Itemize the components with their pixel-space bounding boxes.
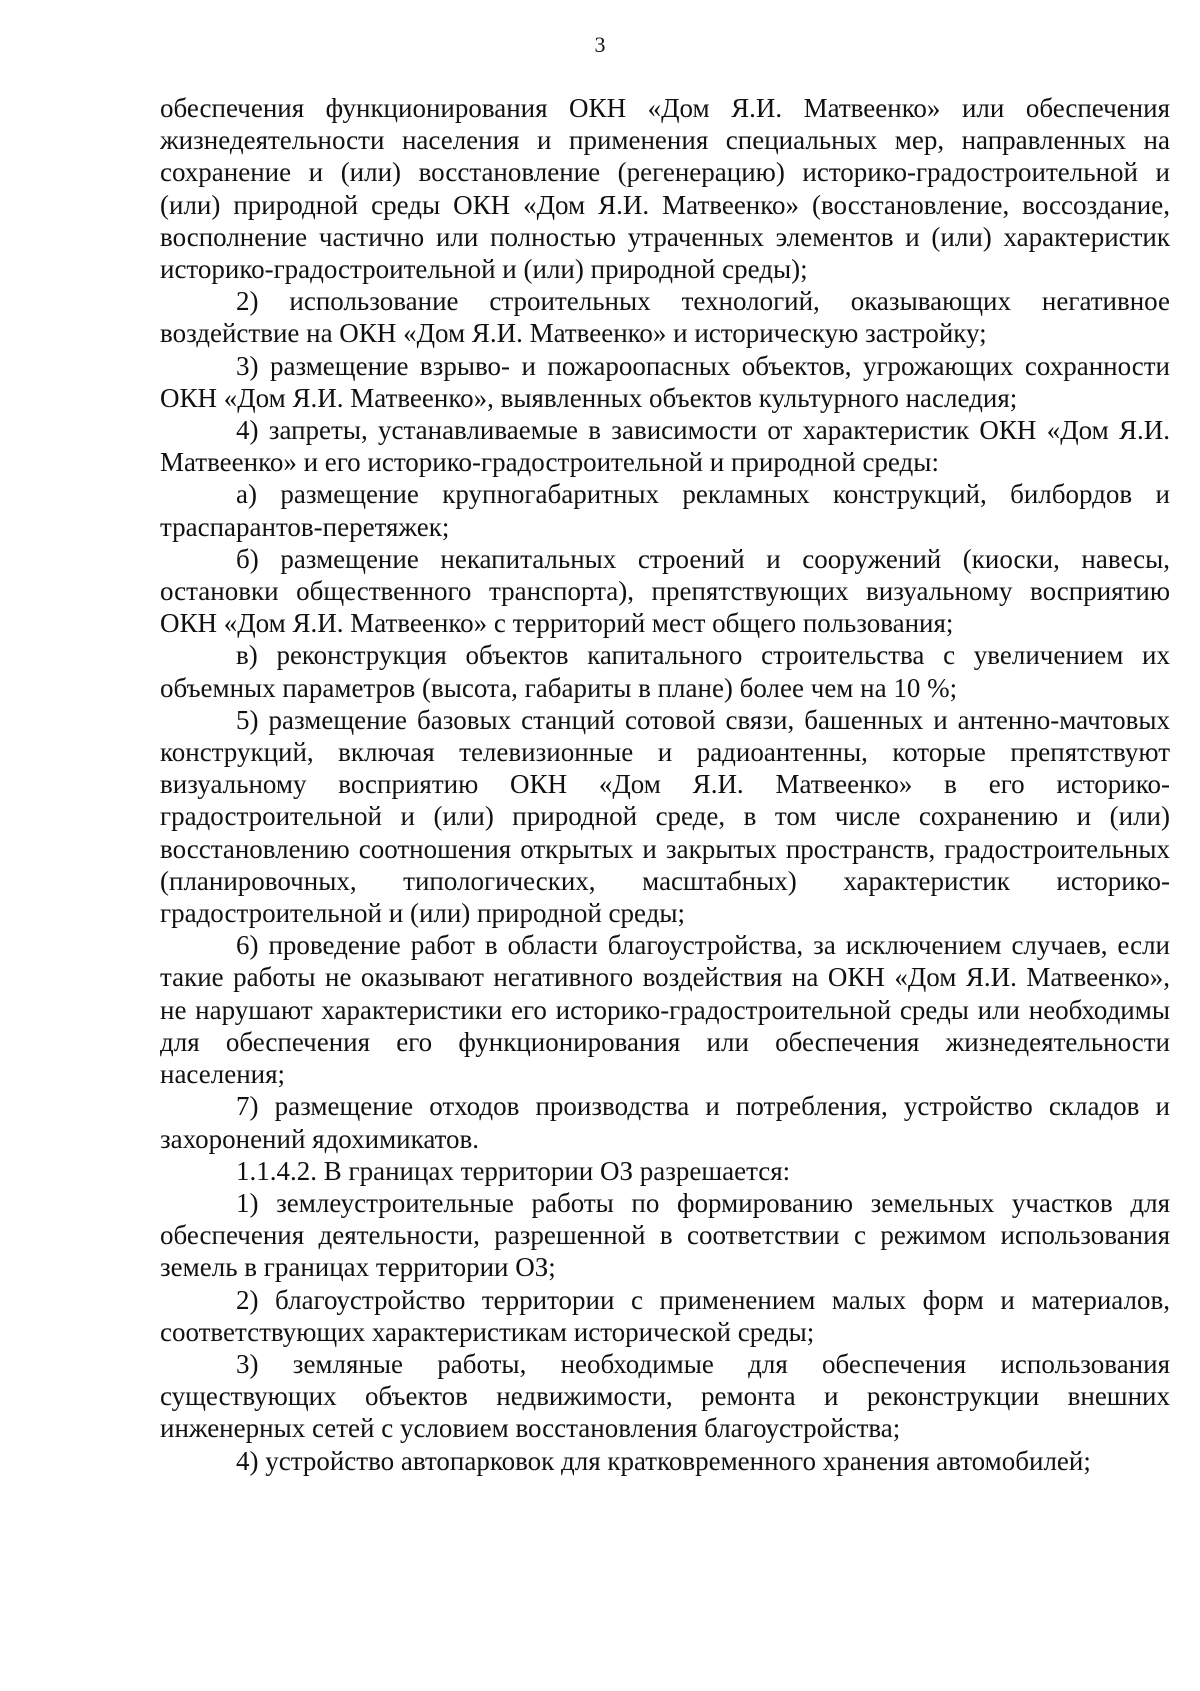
section-heading-1-1-4-2: 1.1.4.2. В границах территории ОЗ разрешается: <box>236 1155 791 1186</box>
paragraph-allowed-4: 4) устройство автопарковок для кратковременного хранения автомобилей; <box>236 1445 1091 1476</box>
paragraph-allowed-3: 3) земляные работы, необходимые для обеспечения использования существующих объектов недвижимости, ремонта и реконструкции внешних инженерных сетей с условием восстановления благоустройства; <box>160 1348 1170 1444</box>
document-body <box>160 92 1170 1477</box>
paragraph-item-5: 5) размещение базовых станций сотовой связи, башенных и антенно-мачтовых конструкций, включая телевизионные и радиоантенны, которые препятствуют визуальному восприятию ОКН «Дом Я.И. Матвеенко» в его историко-градостроительной и (или) природной среде, в том числе сохранению и (или) восстановлению соотношения открытых и закрытых пространств, градостроительных (планировочных, типологических, масштабных) характеристик историко-градостроительной и (или) природной среды; <box>160 704 1170 929</box>
paragraph-subitem-b: б) размещение некапитальных строений и сооружений (киоски, навесы, остановки общественного транспорта), препятствующих визуальному восприятию ОКН «Дом Я.И. Матвеенко» с территорий мест общего пользования; <box>160 543 1170 639</box>
paragraph-allowed-1: 1) землеустроительные работы по формированию земельных участков для обеспечения деятельности, разрешенной в соответствии с режимом использования земель в границах территории ОЗ; <box>160 1187 1170 1283</box>
paragraph-item-6: 6) проведение работ в области благоустройства, за исключением случаев, если такие работы не оказывают негативного воздействия на ОКН «Дом Я.И. Матвеенко», не нарушают характеристики его историко-градостроительной среды или необходимы для обеспечения его функционирования или обеспечения жизнедеятельности населения; <box>160 930 1170 1090</box>
paragraph-item-2: 2) использование строительных технологий, оказывающих негативное воздействие на ОКН «Дом Я.И. Матвеенко» и историческую застройку; <box>160 286 1170 349</box>
paragraph-subitem-a: а) размещение крупногабаритных рекламных конструкций, билбордов и траспарантов-перетяжек; <box>160 479 1170 542</box>
paragraph-item-3: 3) размещение взрыво- и пожароопасных объектов, угрожающих сохранности ОКН «Дом Я.И. Матвеенко», выявленных объектов культурного наследия; <box>160 350 1170 413</box>
page-number: 3 <box>594 32 606 57</box>
paragraph-item-7: 7) размещение отходов производства и потребления, устройство складов и захоронений ядохимикатов. <box>160 1091 1170 1154</box>
paragraph-item-4: 4) запреты, устанавливаемые в зависимости от характеристик ОКН «Дом Я.И. Матвеенко» и его историко-градостроительной и природной среды: <box>160 415 1170 478</box>
paragraph-subitem-v: в) реконструкция объектов капитального строительства с увеличением их объемных параметров (высота, габариты в плане) более чем на 10 %; <box>160 640 1170 703</box>
paragraph-continuation: обеспечения функционирования ОКН «Дом Я.И. Матвеенко» или обеспечения жизнедеятельности населения и применения специальных мер, направленных на сохранение и (или) восстановление (регенерацию) историко-градостроительной и (или) природной среды ОКН «Дом Я.И. Матвеенко» (восстановление, воссоздание, восполнение частично или полностью утраченных элементов и (или) характеристик историко-градостроительной и (или) природной среды); <box>160 93 1170 285</box>
paragraph-allowed-2: 2) благоустройство территории с применением малых форм и материалов, соответствующих характеристикам исторической среды; <box>160 1284 1170 1347</box>
